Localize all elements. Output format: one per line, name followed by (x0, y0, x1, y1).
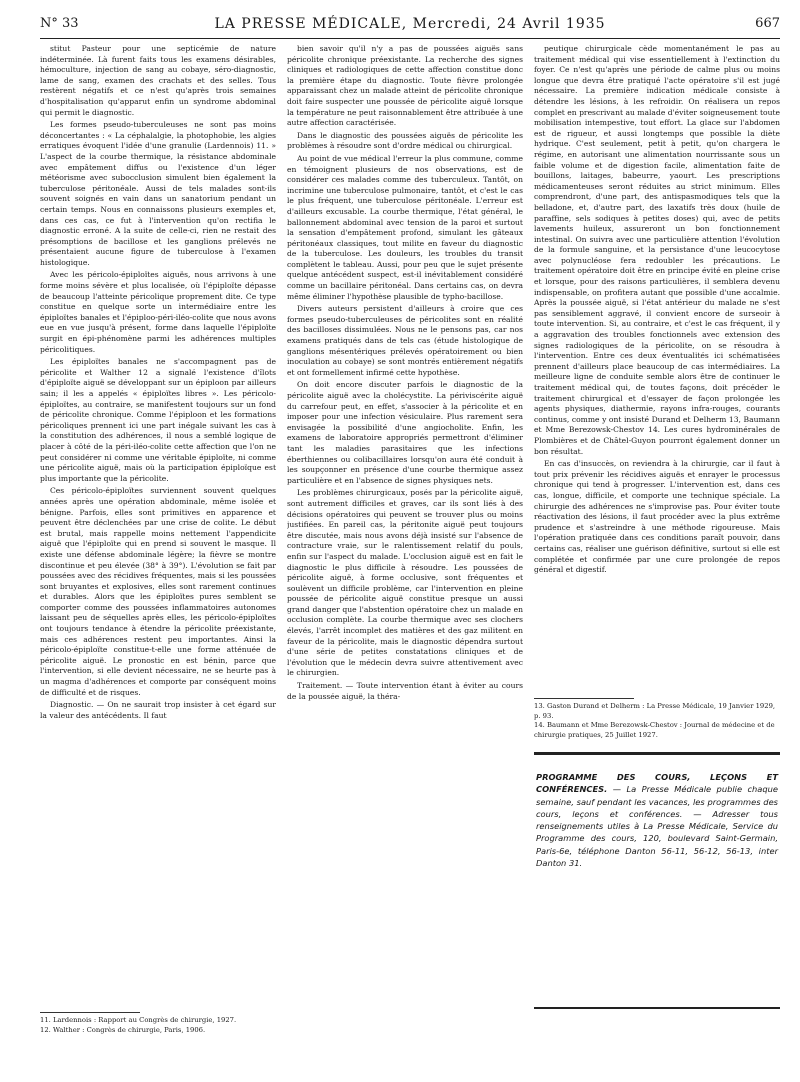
footnotes-column-3 (534, 702, 780, 740)
paragraph: peutique chirurgicale cède momentanément le pas au traitement médical qui vise essentiellement à l'extinction du foyer. Ce n'est qu'après une période de calme plus ou moins longue que devra être pratiqué l'acte opératoire s'il est jugé nécessaire. La première indication médicale consiste à détendre les lésions, à les refroidir. On réalisera un repos complet en prescrivant au malade d'éviter soigneusement toute mobilisation intempestive, tout effort. La glace sur l'abdomen est de rigueur, et aussi longtemps que possible la diète hydrique. C'est seulement, petit à petit, qu'on chargera le régime, en autorisant une alimentation nourrissante sous un faible volume et de digestion facile, alimentation faite de bouillons, laitages, babeurre, yaourt. Les prescriptions médicamenteuses seront réduites au strict minimum. Elles comprendront, d'une part, des antispasmodiques tels que la belladone, et, d'autre part, des laxatifs très doux (huile de paraffine, sels sodiques à petites doses) qui, avec de petits lavements huileux, assureront un bon fonctionnement intestinal. On suivra avec une particulière attention l'évolution de la formule sanguine, et la persistance d'une leucocytose avec polynucléose fera redoubler les précautions. Le traitement opératoire doit être en principe évité en pleine crise et lorsque, pour des raisons particulières, il semblera devenu indispensable, on profitera autant que possible d'une accalmie. Après la poussée aiguë, si l'état antérieur du malade ne s'est pas sensiblement aggravé, il convient encore de surseoir à toute intervention. Si, au contraire, et c'est le cas fréquent, il y a aggravation des troubles fonctionnels avec extension des signes radiologiques de la péricolite, on se résoudra à l'intervention. Entre ces deux éventualités ici schématisées prennent d'ailleurs place beaucoup de cas intermédiaires. La meilleure ligne de conduite semble alors être de continuer le traitement médical qui, de toutes façons, doit précéder le traitement chirurgical et d'essayer de façon prolongée les agents physiques, diathermie, rayons infra-rouges, courants continus, comme y ont insisté Durand et Delherm 13, Baumann et Mme Berezowsk-Chestov 14. Les cures hydrominérales de Plombières et de Châtel-Guyon pourront également donner un bon résultat. (534, 44, 780, 456)
course-programme-box (534, 752, 780, 1009)
paragraph: Traitement. — Toute intervention étant à éviter au cours de la poussée aiguë, la théra- (287, 681, 523, 701)
paragraph: Les formes pseudo-tuberculeuses ne sont pas moins déconcertantes : « La céphalalgie, la photophobie, les algies erratiques évoquent l'idée d'une granulie (Lardennois) 11. » L'aspect de la courbe thermique, la résistance abdominale avec empâtement diffus ou l'existence d'un léger météorisme avec subocclusion simulent bien également la tuberculose péritonéale. Aussi de tels malades sont-ils souvent soignés en vain dans un sanatorium pendant un certain temps. Nous en connaissons plusieurs exemples et, dans ces cas, ce fut à l'intervention qu'on rectifia le diagnostic erroné. A la suite de celle-ci, rien ne restait des présomptions de bacillose et les ganglions prélevés ne présentaient aucune figure de tuberculose à l'examen histologique. (40, 120, 276, 267)
paragraph: Au point de vue médical l'erreur la plus commune, comme en témoignent plusieurs de nos observations, est de considérer ces malades comme des tuberculeux. Tantôt, on incrimine une tuberculose pulmonaire, tantôt, et c'est le cas le plus fréquent, une tuberculose péritonéale. L'erreur est d'ailleurs excusable. La courbe thermique, l'état général, le ballonnement abdominal avec tension de la paroi et surtout la sensation d'empâtement profond, simulant les gâteaux péritonéaux classiques, tout milite en faveur du diagnostic de la tuberculose. Les douleurs, les troubles du transit complètent le tableau. Aussi, pour peu que le sujet présente quelque antécédent suspect, est-il inévitablement considéré comme un bacillaire péritonéal. Dans certains cas, on devra même éliminer l'hypothèse plausible de typho-bacillose. (287, 153, 523, 301)
paragraph: Divers auteurs persistent d'ailleurs à croire que ces formes pseudo-tuberculeuses de péricolites sont en réalité des bacilloses dissimulées. Nous ne le pensons pas, car nos examens pratiqués dans de tels cas (étude histologique de ganglions mésentériques prélevés opératoirement ou bien inoculation au cobaye) se sont montrés entièrement négatifs et ont formellement infirmé cette hypothèse. (287, 304, 523, 377)
paragraph: Dans le diagnostic des poussées aiguës de péricolite les problèmes à résoudre sont d'ordre médical ou chirurgical. (287, 130, 523, 151)
paragraph: On doit encore discuter parfois le diagnostic de la péricolite aiguë avec la cholécystite. La périviscérite aiguë du carrefour peut, en effet, s'associer à la péricolite et en imposer pour une infection vésiculaire. Plus rarement sera envisagée la possibilité d'une angiocholite. Enfin, les examens de laboratoire appropriés permettront d'éliminer tant les maladies parasitaires que les infections éberthiennes ou colibacillaires lorsqu'on aura été conduit à les soupçonner en présence d'une courbe thermique assez particulière et en l'absence de signes physiques nets. (287, 380, 523, 485)
paragraph: Avec les péricolo-épiploïtes aiguës, nous arrivons à une forme moins sévère et plus localisée, où l'épiploïte dépasse de beaucoup l'atteinte péricolique proprement dite. Ce type constitue en quelque sorte un intermédiaire entre les épiploïtes banales et l'épiploo-péri-iléo-colite que nous avons eue en vue jusqu'à présent, forme dans laquelle l'épiploïte surgit en épi-phénomène parmi les adhérences multiples péricolitiques. (40, 270, 276, 354)
footnote: 11. Lardennois : Rapport au Congrès de chirurgie, 1927. (40, 1016, 237, 1024)
paragraph: stitut Pasteur pour une septicémie de nature indéterminée. Là furent faits tous les examens désirables, hémoculture, injection de sang au cobaye, séro-diagnostic, lame de sang, examen des crachats et des selles. Tous restèrent négatifs et ce n'est qu'après trois semaines d'hospitalisation qu'apparut enfin un syndrome abdominal qui permit le diagnostic. (40, 44, 276, 117)
paragraph: Les épiploïtes banales ne s'accompagnent pas de péricolite et Walther 12 a signalé l'existence d'îlots d'épiploïte aiguë se développant sur un épiploon par ailleurs sain; il les a appelés « épiploïtes libres ». Les péricolo-épiploïtes, au contraire, se manifestent toujours sur un fond de péricolite chronique. Comme l'épiploon et les formations péricoliques prennent ici une part inégale suivant les cas à la constitution des adhérences, il nous a semblé logique de placer à côté de la péri-iléo-colite cette affection que l'on ne peut considérer ni comme une véritable épiploïte, ni comme une péricolite aiguë, mais où la participation épiploïque est plus importante que la péricolite. (40, 357, 276, 483)
paragraph: Diagnostic. — On ne saurait trop insister à cet égard sur la valeur des antécédents. Il faut (40, 700, 276, 720)
footnote-divider (534, 698, 634, 699)
footnote: 12. Walther : Congrès de chirurgie, Paris, 1906. (40, 1025, 206, 1034)
footnote: 13. Gaston Durand et Delherm : La Presse Médicale, 19 Janvier 1929, p. 93. (534, 702, 776, 720)
page-header (40, 16, 780, 39)
page-number: 667 (755, 16, 780, 31)
column-2 (287, 44, 523, 1064)
footnote-divider (40, 1012, 140, 1013)
paragraph: En cas d'insuccès, on reviendra à la chirurgie, car il faut à tout prix prévenir les récidives aiguës et enrayer le processus chronique qui tend à progresser. L'intervention est, dans ces cas, longue, difficile, et comporte une technique spéciale. La chirurgie des adhérences ne s'improvise pas. Pour éviter toute réactivation des lésions, il faut procéder avec la plus extrême prudence et s'astreindre à une méthode rigoureuse. Mais l'opération pratiquée dans ces conditions paraît pouvoir, dans certains cas, réaliser une guérison définitive, surtout si elle est complétée et confirmée par une cure prolongée de repos général et digestif. (534, 459, 780, 575)
box-title: PROGRAMME DES COURS, LEÇONS ET CONFÉRENCES. (536, 772, 778, 795)
paragraph: bien savoir qu'il n'y a pas de poussées aiguës sans péricolite chronique préexistante. La recherche des signes cliniques et radiologiques de cette affection constitue donc la première étape du diagnostic. Toute fièvre prolongée apparaissant chez un malade atteint de péricolite chronique doit faire suspecter une poussée de péricolite aiguë lorsque la température ne peut raisonnablement être attribuée à une autre affection caractérisée. (287, 44, 523, 128)
column-1 (40, 44, 276, 1012)
footnotes-column-1 (40, 1016, 276, 1035)
journal-title: LA PRESSE MÉDICALE, Mercredi, 24 Avril 1935 (214, 16, 606, 32)
paragraph: Les problèmes chirurgicaux, posés par la péricolite aiguë, sont autrement difficiles et graves, car ils sont liés à des décisions opératoires qui peuvent se trouver plus ou moins justifiées. En pareil cas, la péritonite aiguë peut toujours être discutée, mais nous avons déjà insisté sur l'absence de contracture vraie, sur le ralentissement relatif du pouls, enfin sur l'aspect du malade. L'occlusion aiguë est en fait le diagnostic le plus difficile à résoudre. Les poussées de péricolite aiguë, à forme occlusive, sont fréquentes et soulèvent un difficile problème, car l'intervention en pleine poussée de péricolite aiguë constitue presque un aussi grand danger que l'abstention opératoire chez un malade en occlusion complète. La courbe thermique avec ses clochers élevés, l'arrêt incomplet des matières et des gaz militent en faveur de la péricolite, mais le diagnostic dépendra surtout d'une série de petites constatations cliniques et de l'évolution que le médecin devra suivre attentivement avec le chirurgien. (287, 488, 523, 678)
issue-number: N° 33 (40, 16, 79, 31)
paragraph: Ces péricolo-épiploïtes surviennent souvent quelques années après une opération abdominale, même isolée et bénigne. Parfois, elles sont primitives en apparence et peuvent être déclenchées par une crise de colite. Le début est brutal, mais rappelle moins nettement l'appendicite aiguë que l'épiploïte qui en prend si souvent le masque. Il existe une défense abdominale légère; la fièvre se montre discontinue et peu élevée (38° à 39°). L'évolution se fait par poussées avec des récidives fréquentes, mais si les poussées sont bruyantes et explosives, elles sont rarement continues et durables. Alors que les épiploïtes pures semblent se comporter comme des poussées inflammatoires autonomes laissant peu de séquelles après elles, les péricolo-épiploïtes ont toujours tendance à étendre la péricolite préexistante, mais ces adhérences restent peu importantes. Ainsi la péricolo-épiploïte constitue-t-elle une forme atténuée de péricolite aiguë. Le pronostic en est bénin, parce que l'intervention, si elle devient nécessaire, ne se heurte pas à un magma d'adhérences et comporte par conséquent moins de difficulté et de risques. (40, 486, 276, 697)
column-3 (534, 44, 780, 694)
box-body: — La Presse Médicale publie chaque semaine, sauf pendant les vacances, les programmes des cours, leçons et conférences. — Adresser tous renseignements utiles à La Presse Médicale, Service du Programme des cours, 120, boulevard Saint-Germain, Paris-6e, téléphone Danton 56-11, 56-12, 56-13, inter Danton 31. (536, 784, 779, 869)
footnote: 14. Baumann et Mme Berezowsk-Chestov : Journal de médecine et de chirurgie pratiques, 25 Juillet 1927. (534, 721, 775, 739)
